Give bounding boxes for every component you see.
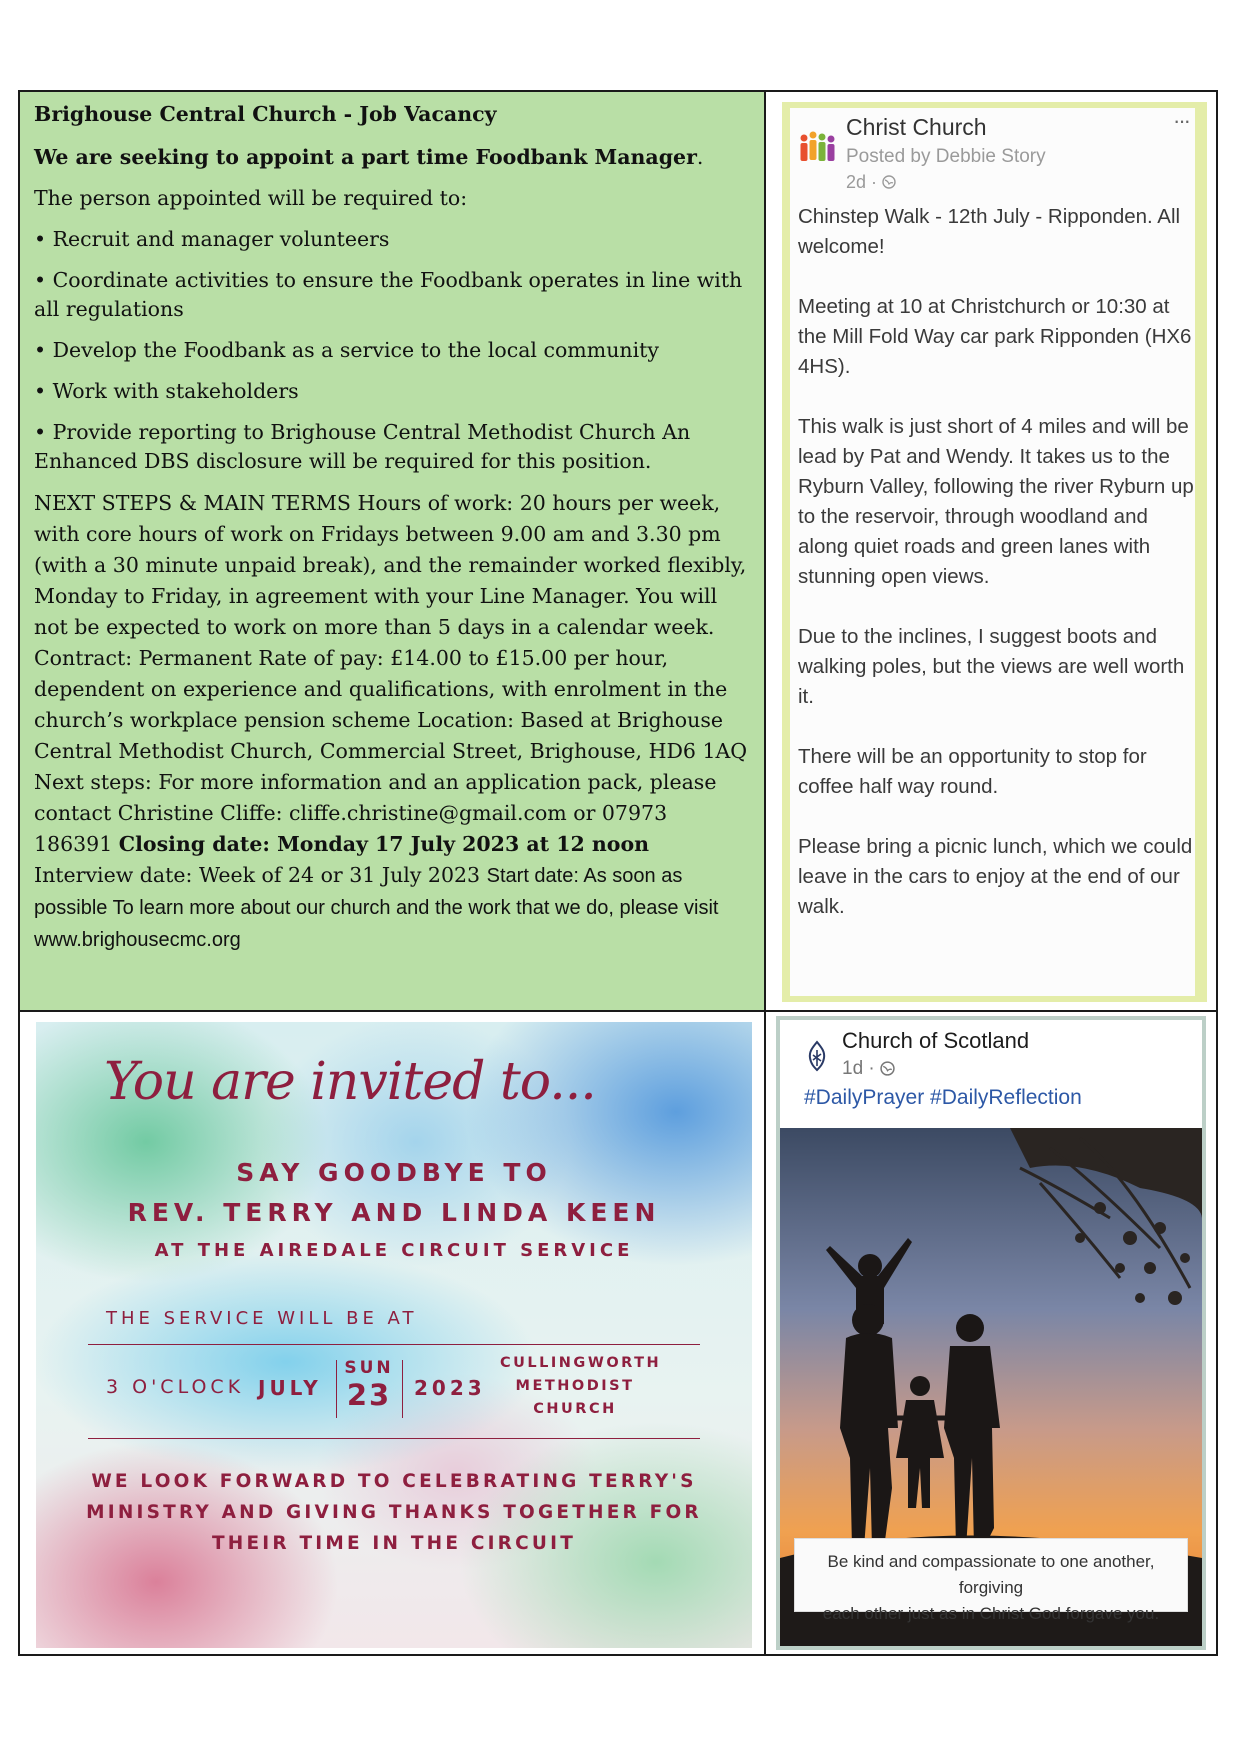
post-body [798, 202, 1194, 952]
job-terms-main: NEXT STEPS & MAIN TERMS Hours of work: 20 hours per week, with core hours of work on Fridays between 9.00 am and 3.30 pm (with a 30 minute unpaid break), and the remainder worked flexibly, Monday to Friday, in agreement with your Line Manager. You will not be expected to work on more than 5 days in a calendar week. Contract: Permanent Rate of pay: £14.00 to £15.00 per hour, dependent on experience and qualifications, with enrolment in the church’s workplace pension scheme Location: Based at Brighouse Central Methodist Church, Commercial Street, Brighouse, HD6 1AQ Next steps: For more information and an application pack, please contact Christine Cliffe: cliffe.christine@gmail.com or 07973 186391 [34, 491, 748, 856]
walk-post-panel [766, 92, 1216, 1012]
caption-line: Be kind and compassionate to one another, forgiving [827, 1552, 1155, 1597]
cos-hashtags[interactable]: #DailyPrayer #DailyReflection [804, 1086, 1082, 1109]
job-duty-item: • Coordinate activities to ensure the Foodbank operates in line with all regulations [34, 268, 743, 321]
job-heading: Brighouse Central Church - Job Vacancy [34, 102, 497, 126]
post-paragraph: Chinstep Walk - 12th July - Ripponden. All welcome! [798, 205, 1181, 258]
job-start-date: Start date: As soon as possible To learn more about our church and the work that we do, please visit www.brighousecmc.org [34, 865, 719, 951]
service-venue [500, 1352, 662, 1421]
walk-post-frame [782, 102, 1207, 1002]
post-timestamp [846, 172, 896, 193]
job-duty-item: • Recruit and manager volunteers [34, 227, 390, 251]
job-terms [34, 488, 750, 956]
post-time-text: 2d · [846, 172, 883, 192]
job-subheading: We are seeking to appoint a part time Foodbank Manager [34, 145, 697, 169]
cos-caption [794, 1538, 1188, 1623]
invitation-script-heading: You are invited to... [104, 1052, 596, 1112]
service-year: 2023 [414, 1376, 486, 1400]
venue-line: CHURCH [533, 1401, 617, 1417]
post-paragraph: This walk is just short of 4 miles and will be lead by Pat and Wendy. It takes us to the Ryburn Valley, following the river Ryburn up to the reservoir, through woodland and along quiet roads and green lanes with stunning open views. [798, 415, 1194, 588]
post-paragraph: Due to the inclines, I suggest boots and walking poles, but the views are well worth it. [798, 625, 1185, 708]
invitation-line-1: SAY GOODBYE TO [236, 1158, 552, 1187]
venue-line: CULLINGWORTH [500, 1355, 662, 1371]
globe-icon [882, 175, 896, 189]
service-time: 3 O'CLOCK [106, 1376, 245, 1398]
divider [88, 1438, 700, 1439]
cos-post-frame [776, 1016, 1206, 1650]
sunset-family-photo [780, 1128, 1202, 1646]
venue-line: METHODIST [515, 1378, 635, 1394]
cos-timestamp [842, 1058, 895, 1080]
cos-time-text: 1d · [842, 1058, 881, 1079]
more-options-icon[interactable]: ··· [1173, 108, 1189, 133]
service-day: 23 [346, 1378, 392, 1412]
invitation-line-3: AT THE AIREDALE CIRCUIT SERVICE [154, 1240, 634, 1261]
church-of-scotland-panel [766, 1012, 1216, 1654]
invitation-panel [20, 1012, 766, 1654]
post-paragraph: Please bring a picnic lunch, which we could leave in the cars to enjoy at the end of our walk. [798, 835, 1193, 918]
church-logo-icon [798, 130, 838, 164]
divider [88, 1344, 700, 1345]
cos-page-name[interactable]: Church of Scotland [842, 1028, 1030, 1053]
burning-bush-logo-icon [804, 1040, 830, 1072]
job-vacancy-panel [20, 92, 766, 1012]
post-paragraph: Meeting at 10 at Christchurch or 10:30 at the Mill Fold Way car park Ripponden (HX6 4HS). [798, 295, 1192, 378]
job-closing-date: Closing date: Monday 17 July 2023 at 12 noon [118, 832, 650, 856]
cos-post-header [780, 1020, 1202, 1128]
invitation-line-2: REV. TERRY AND LINDA KEEN [127, 1198, 661, 1227]
facebook-post [790, 108, 1195, 996]
job-subheading-line [34, 143, 750, 172]
newsletter-grid [18, 90, 1218, 1656]
job-interview-date: Interview date: Week of 24 or 31 July 2023 [34, 863, 481, 887]
job-duty-item: • Provide reporting to Brighouse Central Methodist Church An Enhanced DBS disclosure will be required for this position. [34, 420, 691, 473]
caption-line: each other just as in Christ God forgave you. [822, 1604, 1160, 1623]
invitation-card [36, 1022, 752, 1648]
globe-icon [880, 1061, 895, 1076]
service-month: JULY [258, 1376, 322, 1400]
job-intro: The person appointed will be required to: [34, 186, 468, 210]
post-page-name[interactable]: Christ Church [846, 114, 987, 140]
service-label: THE SERVICE WILL BE AT [106, 1308, 418, 1329]
service-weekday: SUN [344, 1358, 394, 1378]
post-paragraph: There will be an opportunity to stop for coffee half way round. [798, 745, 1147, 798]
divider [402, 1360, 403, 1418]
job-duty-item: • Work with stakeholders [34, 379, 299, 403]
job-duty-item: • Develop the Foodbank as a service to the local community [34, 338, 659, 362]
invitation-closing: WE LOOK FORWARD TO CELEBRATING TERRY'S MINISTRY AND GIVING THANKS TOGETHER FOR THEIR TIME IN THE CIRCUIT [86, 1471, 702, 1554]
job-subheading-end: . [696, 145, 704, 169]
post-author: Posted by Debbie Story [846, 146, 1046, 167]
